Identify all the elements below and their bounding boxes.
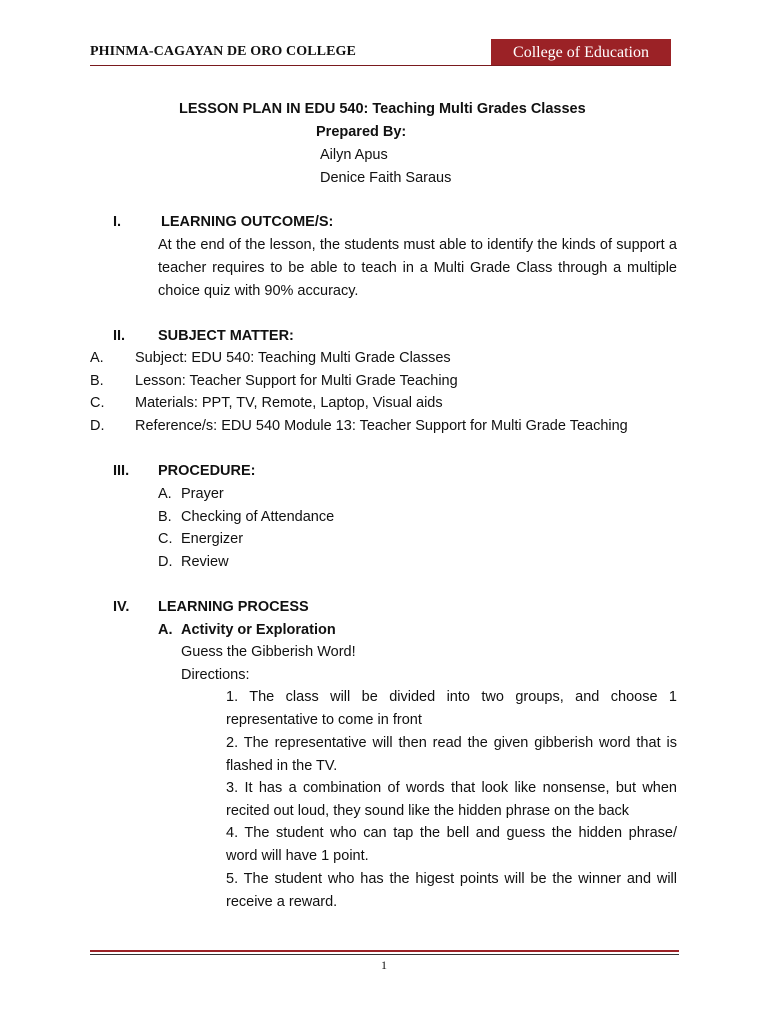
list-letter: A.: [158, 486, 172, 502]
procedure-item: Review: [181, 554, 229, 570]
direction-item: 2. The representative will then read the given gibberish word that is flashed in the TV.: [226, 735, 677, 774]
list-letter: A.: [158, 622, 173, 638]
procedure-item: Energizer: [181, 531, 244, 547]
section-number: III.: [113, 463, 130, 479]
direction-item: 3. It has a combination of words that look like nonsense, but when recited out loud, they sound like the hidden phrase on the back: [226, 780, 677, 819]
footer-divider-thin: [90, 954, 679, 955]
section-heading-learning-outcomes: LEARNING OUTCOME/S:: [161, 214, 334, 230]
author-name: Denice Faith Saraus: [320, 170, 452, 186]
section-heading-learning-process: LEARNING PROCESS: [158, 599, 309, 615]
subject-matter-item: Reference/s: EDU 540 Module 13: Teacher Support for Multi Grade Teaching: [135, 418, 628, 434]
activity-title: Guess the Gibberish Word!: [181, 644, 356, 660]
footer-divider: [90, 950, 679, 952]
lesson-plan-title: LESSON PLAN IN EDU 540: Teaching Multi Grades Classes: [179, 101, 586, 117]
department-badge: College of Education: [491, 39, 671, 66]
subject-matter-item: Materials: PPT, TV, Remote, Laptop, Visual aids: [135, 395, 443, 411]
list-letter: A.: [90, 350, 104, 366]
list-letter: C.: [90, 395, 105, 411]
procedure-item: Checking of Attendance: [181, 509, 335, 525]
section-number: II.: [113, 328, 126, 344]
direction-item: 4. The student who can tap the bell and guess the hidden phrase/ word will have 1 point.: [226, 825, 677, 864]
procedure-item: Prayer: [181, 486, 224, 502]
list-letter: C.: [158, 531, 173, 547]
list-letter: B.: [158, 509, 172, 525]
subject-matter-item: Lesson: Teacher Support for Multi Grade Teaching: [135, 373, 458, 389]
prepared-by-label: Prepared By:: [316, 124, 407, 140]
list-letter: D.: [90, 418, 105, 434]
section-heading-subject-matter: SUBJECT MATTER:: [158, 328, 294, 344]
directions-label: Directions:: [181, 667, 250, 683]
direction-item: 1. The class will be divided into two groups, and choose 1 representative to come in front: [226, 689, 677, 728]
author-name: Ailyn Apus: [320, 147, 388, 163]
list-letter: B.: [90, 373, 104, 389]
subheading-activity: Activity or Exploration: [181, 622, 336, 638]
list-letter: D.: [158, 554, 173, 570]
section-number: IV.: [113, 599, 130, 615]
page-number: 1: [381, 958, 387, 972]
learning-outcome-text: At the end of the lesson, the students must able to identify the kinds of support a teacher requires to be able to teach in a Multi Grade Class through a multiple choice quiz with 90% accuracy.: [158, 237, 677, 299]
subject-matter-item: Subject: EDU 540: Teaching Multi Grade Classes: [135, 350, 451, 366]
college-name: PHINMA-CAGAYAN DE ORO COLLEGE: [90, 44, 356, 59]
direction-item: 5. The student who has the higest points will be the winner and will receive a reward.: [226, 871, 677, 910]
section-heading-procedure: PROCEDURE:: [158, 463, 256, 479]
section-number: I.: [113, 214, 122, 230]
header-divider: [90, 65, 670, 66]
